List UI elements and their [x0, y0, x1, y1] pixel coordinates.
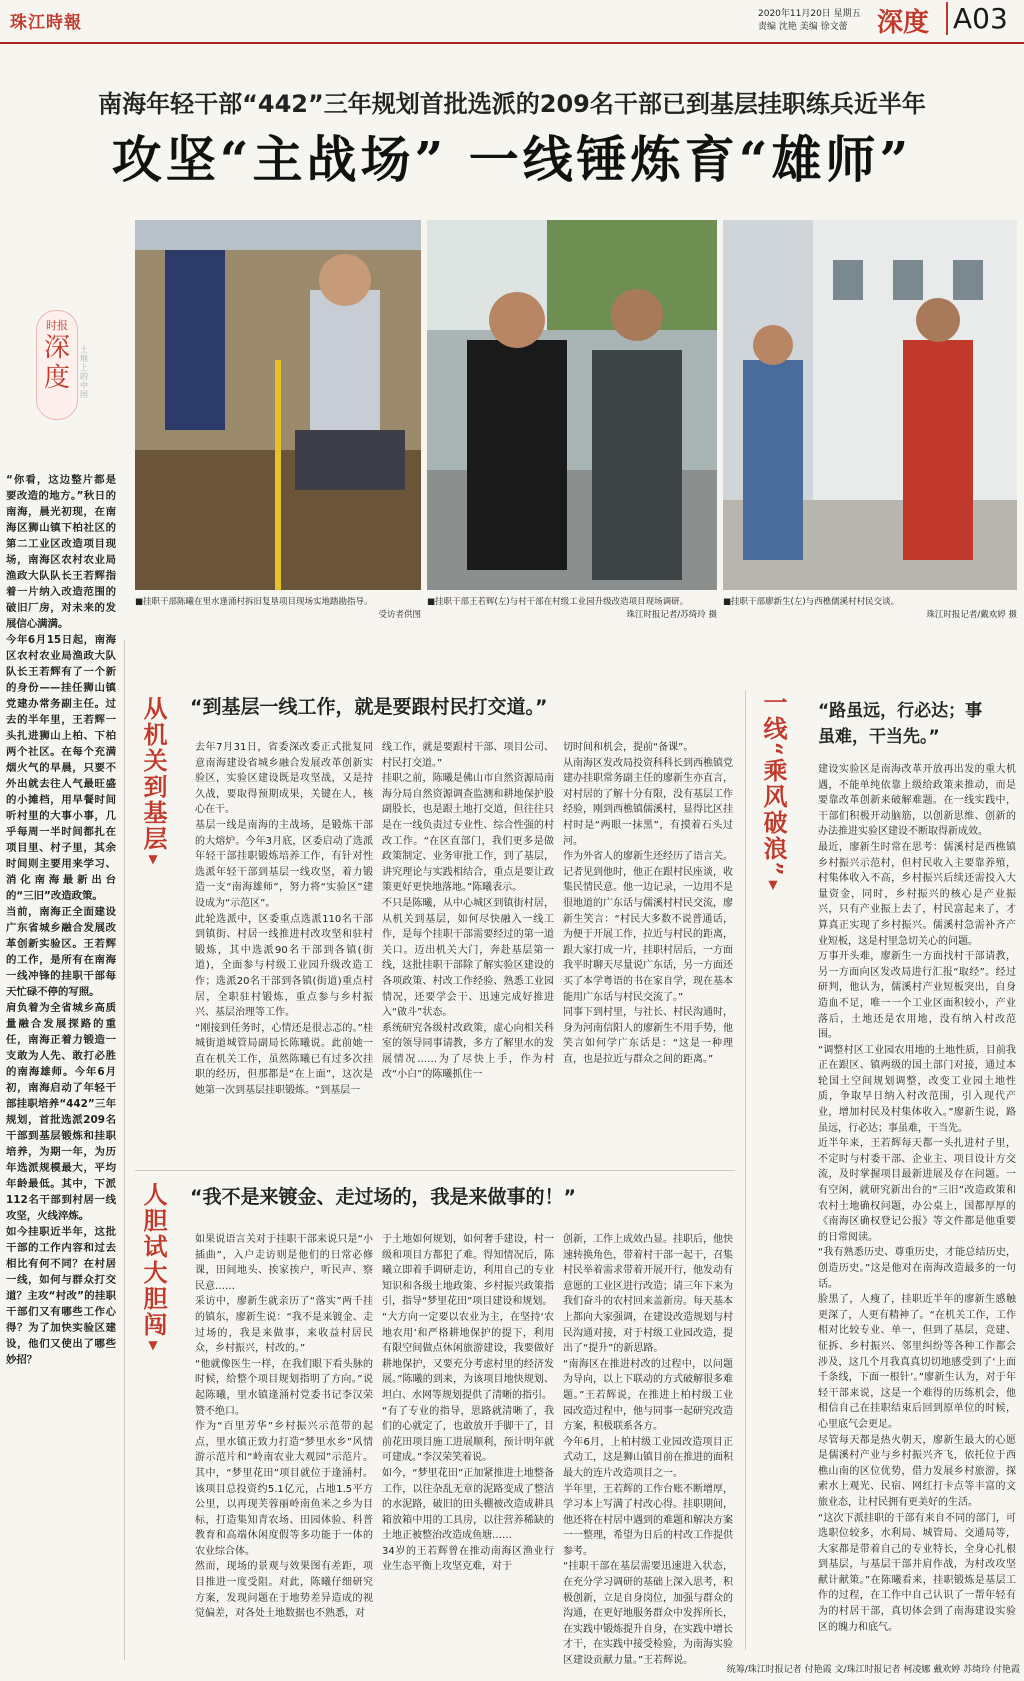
dateline [758, 8, 861, 34]
section3-col1: 如果说语言关对于挂职干部来说只是“小插曲”，入户走访则是他们的日常必修课，田间地头、挨家挨户，听民声、察民意…… 采访中，廖新生就亲历了“落实”两千挂的镇东，廖新生说：“我不是来镀金、走过场的，我是来做事，来收益村居民众，乡村振兴，村改的。” “他就像医生一样，在我们眼下看头脉的时候，给整个项目规划指明了方向。”说起陈曦，里水镇逢涌村党委书记李汉荣赞不绝口。 作为“百里芳华”乡村振兴示范带的起点，里水镇正致力打造“梦里水乡”风情游示范片和“岭南农业大观园”示范片。其中，“梦里花田”项目就位于逢涌村。该项目总投资约5.1亿元，占地1.5平方公里，以再现芙蓉丽岭南鱼米之乡为目标，打造集知青农场、田园体验、科普教育和高端休闲度假等多功能于一体的农业综合体。 然而，现场的景观与效果图有差距，项目推进一度受阻。对此，陈曦仔细研究方案，发现问题在于地势差异造成的视觉偏差，对各处土地数据也不熟悉，对 [195, 1234, 373, 1620]
headline: 攻坚“主战场” 一线锤炼育“雄师” [111, 130, 913, 189]
section1-col2: 线工作，就是要跟村干部、项目公司、村民打交道。” 挂职之前，陈曦是佛山市自然资源局南海分局自然资源调查监测和耕地保护股副股长，也是跟土地打交道，但往往只是在一线负责过专业性、综合性强的村改工作。“在区直部门，我们更多是做政策制定、业务审批工作，到了基层，讲究理论与实践相结合，重点是要让政策更好更快地落地。”陈曦表示。 不只是陈曦，从中心城区到镇街村居，从机关到基层，如何尽快融入一线工作，是每个挂职干部需要经过的第一道关口。迈出机关大门，奔赴基层第一线，这批挂职干部除了解实验区建设的各项政策、村改工作经验、熟悉工业园情况，还要学会干、迅速完成好推进入“啟斗”状态。 系统研究各级村改政策，虚心向相关科室的领导同事请教，多方了解里水的发展情况……为了尽快上手，作为村改“小白”的陈曦抓住一 [382, 742, 554, 1081]
section3-heading: 人胆试大胆闯▼ [139, 1182, 168, 1354]
editors: 责编 沈艳 美编 徐文蕾 [758, 22, 848, 32]
divider [135, 1170, 735, 1171]
section1-quote: “到基层一线工作，就是要跟村民打交道。” [190, 696, 548, 718]
photo-1-caption: ■挂职干部陈曦在里水逢涌村拆旧复垦项目现场实地踏勘指导。 受访者供图 [135, 597, 421, 620]
photo-3 [723, 220, 1017, 590]
section1-col1: 去年7月31日，省委深改委正式批复同意南海建设省城乡融合发展改革创新实验区，实验区建设既是攻坚战，又是持久战，要取得预期成果，关键在人，核心在干。 基层一线是南海的主战场，是锻炼干部的大熔炉。今年3月底，区委启动了选派年轻干部挂职锻炼培养工作，有针对性选派年轻干部到基层一线攻坚，着力锻造一支“南海雄师”，努力将“实验区”建设成为“示范区”。 此轮选派中，区委重点选派110名干部到镇街、村居一线推进村改攻坚和驻村锻炼，其中选派90名干部到各镇(街道)，全面参与村级工业园升级改造工作；选派20名干部到各镇(街道)重点村居，全职驻村锻炼，重点参与乡村振兴、基层治理等工作。 “刚接到任务时，心情还是很忐忑的。”桂城街道城管局副局长陈曦说。此前她一直在机关工作，虽然陈曦已有过多次挂职的经历，但那都是“在上面”，这次是她第一次到基层挂职锻炼。“到基层一 [195, 742, 373, 1097]
kicker: 南海年轻干部“442”三年规划首批选派的209名干部已到基层挂职练兵近半年 [98, 90, 926, 118]
section3-quote: “我不是来镀金、走过场的，我是来做事的！” [190, 1186, 576, 1208]
section2-heading: 一线“乘风破浪”▼ [759, 690, 788, 894]
photo-1 [135, 220, 421, 590]
section1-col3: 切时间和机会，提前“备课”。 从南海区发改局投资科科长到西樵镇党建办挂职常务副主任的廖新生亦直言，对村居的了解十分有限，没有基层工作经验，刚到西樵镇儒溪村，显得比区挂村时是“两眼一抹黑”，有摸着石头过河。 作为外省人的廖新生还经历了语言关。记者见到他时，他正在跟村民座谈，收集民情民意。他一边记录，一边用不是很地道的广东话与儒溪村村民交流，廖新生笑言：“村民大多数不说普通话，为便于开展工作，拉近与村民的距离，跟大家打成一片，挂职村居后，一方面我平时聊天尽量说广东话，另一方面还买了本学粤语的书在家自学，现在基本能用广东话与村民交流了。” 同事下到村里，与社长、村民沟通时，身为河南信阳人的廖新生不用手势，他笑言如何学广东话是：“这是一种理直，也是拉近与群众之间的距离。” [563, 742, 733, 1065]
divider [745, 690, 746, 1650]
section3-col2: 于土地如何规划，如何奢手建设，村一级和项目方都犯了难。得知情况后，陈曦立即着手调研走访，利用自己的专业知识和各级土地政策、乡村振兴政策指引，指导“梦里花田”项目建设和规划。 “大方向一定要以农业为主，在坚持‘农地农用’和严格耕地保护的提下，利用有限空间做点休闲旅游建设，我要做好耕地保护，又要充分考虑村里的经济发展。”陈曦的到来，为该项目地快规划、坦白、水网等规划提供了清晰的指引。 “有了专业的指导，思路就清晰了，我们的心就定了，也敢放开手脚干了，目前花田项目施工进展顺利，预计明年就可建成。”李汉荣笑着说。 如今，“梦里花田”正加紧推进土地整备工作，以往杂乱无章的泥路变成了整洁的水泥路，破旧的田头棚被改造成耕具箱放箱中用的工具房，以往营养稀缺的土地正被整治改造成鱼塘…… 34岁的王若辉曾在推动南海区渔业行业生态平衡上攻坚克难，对于 [382, 1234, 554, 1573]
byline: 统筹/珠江时报记者 付艳霞 文/珠江时报记者 柯凌娜 戴欢婷 苏绮玲 付艳霞 [726, 1665, 1020, 1675]
depth-stamp: 时报 深度 [36, 310, 78, 420]
stamp-note: 土地上的中国 [80, 345, 88, 399]
photo-2 [427, 220, 717, 590]
brand-logo: 珠江時報 [10, 13, 82, 33]
masthead [0, 0, 1024, 44]
section2-quote: “路虽远，行必达；事虽难，干当先。” [818, 701, 983, 747]
divider [124, 640, 125, 1660]
section1-heading: 从机关到基层▼ [139, 696, 168, 868]
photo-2-caption: ■挂职干部王若辉(左)与村干部在村级工业园升级改造项目现场调研。 珠江时报记者/苏绮玲 摄 [427, 597, 717, 620]
intro-column: “你看，这边整片都是要改造的地方。”秋日的南海，晨光初现，在南海区狮山镇下柏社区的第二工业区改造项目现场，南海区农村农业局渔政大队队长王若辉指着一片纳入改造范围的破旧厂房，对未来的发展信心满满。 今年6月15日起，南海区农村农业局渔政大队队长王若辉有了一个新的身份——挂任狮山镇党建办常务副主任。过去的半年里，王若辉一头扎进狮山上柏、下柏两个社区。在每个充满烟火气的早晨，只要不外出就去往人气最旺盛的小摊档，用早餐时间听村里的大事小事，几乎每周一半时间都扎在项目里、村子里，其余时间则主要用来学习、消化南海最新出台的“三旧”改造政策。 当前，南海正全面建设广东省城乡融合发展改革创新实验区。王若辉的工作，是所有在南海一线冲锋的挂职干部每天忙碌不停的写照。 肩负着为全省城乡高质量融合发展探路的重任，南海正着力锻造一支敢为人先、敢打必胜的南海雄师。今年6月初，南海启动了年轻干部挂职培养“442”三年规划，首批选派209名干部到基层锻炼和挂职培养，为期一年，为历年选派规模最大，平均年龄最低。其中，下派112名干部到村居一线攻坚，火线淬炼。 如今挂职近半年，这批干部的工作内容和过去相比有何不同？在村居一线，如何与群众打交道？主攻“村改”的挂职干部们又有哪些工作心得？为了加快实验区建设，他们又使出了哪些妙招？ [6, 474, 116, 1366]
section2-col: 建设实验区是南海改革开放再出发的重大机遇，不能单纯依靠上级给政策来推动，而是要靠改革创新来破解难题。在一线实践中，干部们积极开动脑筋，以创新思维、创新的办法推进实验区建设不断取得新成效。 最近，廖新生时常在思考：儒溪村是西樵镇乡村振兴示范村，但村民收入主要靠养殖，村集体收入不高，乡村振兴后续还需投入大量资金，同时，乡村振兴的核心是产业振兴，只有产业振上去了，村民富起来了，才算真正实现了乡村振兴。儒溪村急需补齐产业短板，这是村里急切关心的问题。 万事开头难，廖新生一方面找村干部请教，另一方面向区发改局进行汇报“取经”。经过研判，他认为，儒溪村产业短板突出，自身造血不足，唯一一个工业区面积较小，产业落后，土地还是农用地，没有纳入村改范围。 “调整村区工业园农用地的土地性质，目前我正在跟区、镇两级的国土部门对接，通过本轮国土空间规划调整，改变工业园土地性质，争取早日纳入村改范围，引入现代产业，增加村民及村集体收入。”廖新生说，路虽远，行必达；事虽难，干当先。 近半年来，王若辉每天都一头扎进村子里，不定时与村委干部、企业主、项目设计方交流，及时掌握项目最新进展及存在问题。一有空闲，就研究新出台的“三旧”改造政策和农村土地确权问题，办公桌上，国都厚厚的《南海区确权登记公报》等文件都是他重要的日常阅读。 “我有熟悉历史、尊重历史，才能总结历史，创造历史。”这是他对在南海改造最多的一句话。 脸黑了，人瘦了，挂职近半年的廖新生感触更深了，人更有精神了。“在机关工作，工作相对比较专业、单一，但到了基层，竞建、征拆、乡村振兴、邻里纠纷等各种工作都会涉及，这几个月我真真切切地感受到了‘上面千条线，下面一根针’。”廖新生认为，对于年轻干部来说，这是一个难得的历练机会，他相信自己在挂职结束后回到原单位的时候，心里底气会更足。 尽管每天都是热火朝天，廖新生最大的心愿是儒溪村产业与乡村振兴齐飞，依托位于西樵山南的区位优势，借力发展乡村旅游，探索水上观光、民宿、网红打卡点等丰富的文旅业态，让村民拥有更美好的生活。 “这次下派挂职的干部有来自不同的部门，可选职位较多，水利局、城管局、交通局等，大家都是带着自己的专业特长，全身心扎根到基层，与基层干部并肩作战，为村改攻坚献计献策。”在陈曦看来，挂职锻炼是基层工作的过程，在工作中自己认识了一帮年轻有为的村居干部，真切体会到了南海建设实验区的魄力和底气。 [818, 764, 1016, 1633]
issue-date: 2020年11月20日 星期五 [758, 9, 861, 19]
section-name: 深度 [877, 8, 930, 38]
section3-col3: 创新，工作上成效凸显。挂职后，他快速转换角色，带着村干部一起干，召集村民举着需求带着开展开行，他发动有意愿的工业区进行改造；请三年下来为我们奋斗的农村回来盖新房。每天基本上都向大家强调，在建设改造规划与村民沟通对接，对于村级工业园改造，提出了“提升”的新思路。 “南海区在推进村改的过程中，以问题为导向，以上下联动的方式破解很多难题。”王若辉说，在推进上柏村级工业园改造过程中，他与同事一起研究改造方案，积极联系各方。 今年6月，上柏村级工业园改造项目正式动工，这是狮山镇目前在推进的面积最大的连片改造项目之一。 半年里，王若辉的工作台账不断增厚，学习本上写满了村改心得。挂职期间，他还将在村居中遇到的难题和解决方案一一整理，希望为日后的村改工作提供参考。 “挂职干部在基层需要迅速进入状态，在充分学习调研的基础上深入思考，积极创新，立足自身岗位，加强与群众的沟通，在更好地服务群众中发挥所长，在实践中锻炼提升自身，在实践中增长才干，在实践中接受检验，为南海实验区建设贡献力量。”王若辉说。 [563, 1234, 733, 1667]
photo-3-caption: ■挂职干部廖新生(左)与西樵儒溪村村民交谈。 珠江时报记者/戴欢婷 摄 [723, 597, 1017, 620]
page-number: A03 [946, 2, 1008, 35]
